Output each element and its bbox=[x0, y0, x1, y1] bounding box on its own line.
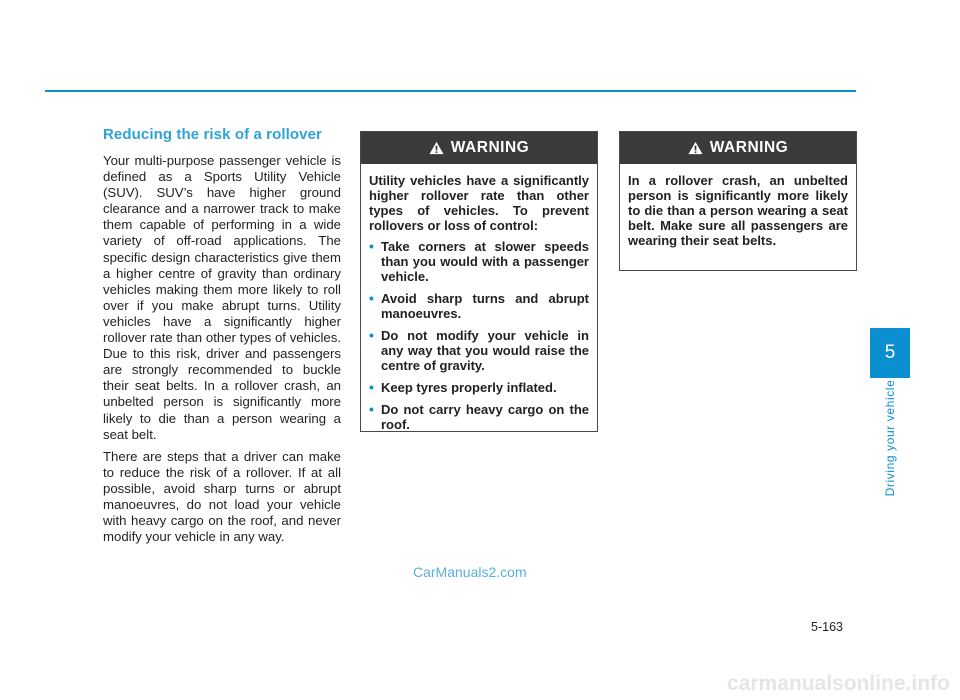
warning-list-item: • Take corners at slower speeds than you would with a passenger vehicle. bbox=[369, 238, 589, 284]
warning-list-item: • Do not carry heavy cargo on the roof. bbox=[369, 401, 589, 432]
warning-header bbox=[361, 132, 597, 164]
warning-header-label: WARNING bbox=[709, 139, 789, 156]
warning-list-item: • Keep tyres properly inflated. bbox=[369, 379, 557, 395]
warning-text: In a rollover crash, an unbelted person is significantly more likely to die than a person wearing a seat belt. Make sure all passengers are wearing their seat belts. bbox=[628, 173, 848, 248]
bullet-icon: • bbox=[369, 379, 374, 395]
bullet-icon: • bbox=[369, 401, 374, 417]
section-title: Reducing the risk of a rollover bbox=[103, 126, 322, 143]
body-paragraph-1: Your multi-purpose passenger vehicle is defined as a Sports Utility Vehicle (SUV). SUV’s have higher ground clearance and a narrower track to make them capable of performing in a wide variety of off-road applications. The specific design characteristics give them a higher centre of gravity than ordinary vehicles making them more likely to roll over if you make abrupt turns. Utility vehicles have a significantly higher rollover rate than other types of vehicles. Due to this risk, driver and passengers are strongly recommended to buckle their seat belts. In a rollover crash, an unbelted person is significantly more likely to die than a person wearing a seat belt. bbox=[103, 153, 341, 442]
warning-list bbox=[369, 239, 589, 432]
bullet-icon: • bbox=[369, 238, 374, 254]
warning-list-item: • Avoid sharp turns and abrupt manoeuvres. bbox=[369, 290, 589, 321]
top-rule bbox=[45, 90, 856, 92]
watermark-carmanuals2[interactable]: CarManuals2.com bbox=[413, 564, 527, 580]
chapter-tab: 5 bbox=[870, 328, 910, 378]
warning-header bbox=[620, 132, 856, 164]
bullet-icon: • bbox=[369, 290, 374, 306]
warning-box-rollover-rate bbox=[360, 131, 598, 432]
warning-triangle-icon bbox=[429, 141, 444, 155]
bullet-icon: • bbox=[369, 327, 374, 343]
warning-list-item: • Do not modify your vehicle in any way that you would raise the centre of gravity. bbox=[369, 327, 589, 373]
warning-intro: Utility vehicles have a significantly higher rollover rate than other types of vehicles. To prevent rollovers or loss of control: bbox=[369, 173, 589, 233]
chapter-label: Driving your vehicle bbox=[883, 379, 897, 497]
section-rollover bbox=[103, 126, 341, 551]
watermark-carmanualsonline[interactable]: carmanualsonline.info bbox=[727, 672, 950, 695]
body-paragraph-2: There are steps that a driver can make to reduce the risk of a rollover. If at all possible, avoid sharp turns or abrupt manoeuvres, do not load your vehicle with heavy cargo on the roof, and never modify your vehicle in any way. bbox=[103, 448, 341, 545]
warning-header-label: WARNING bbox=[450, 139, 530, 156]
warning-triangle-icon bbox=[688, 141, 703, 155]
page-number: 5-163 bbox=[811, 620, 843, 634]
warning-box-seat-belts bbox=[619, 131, 857, 271]
